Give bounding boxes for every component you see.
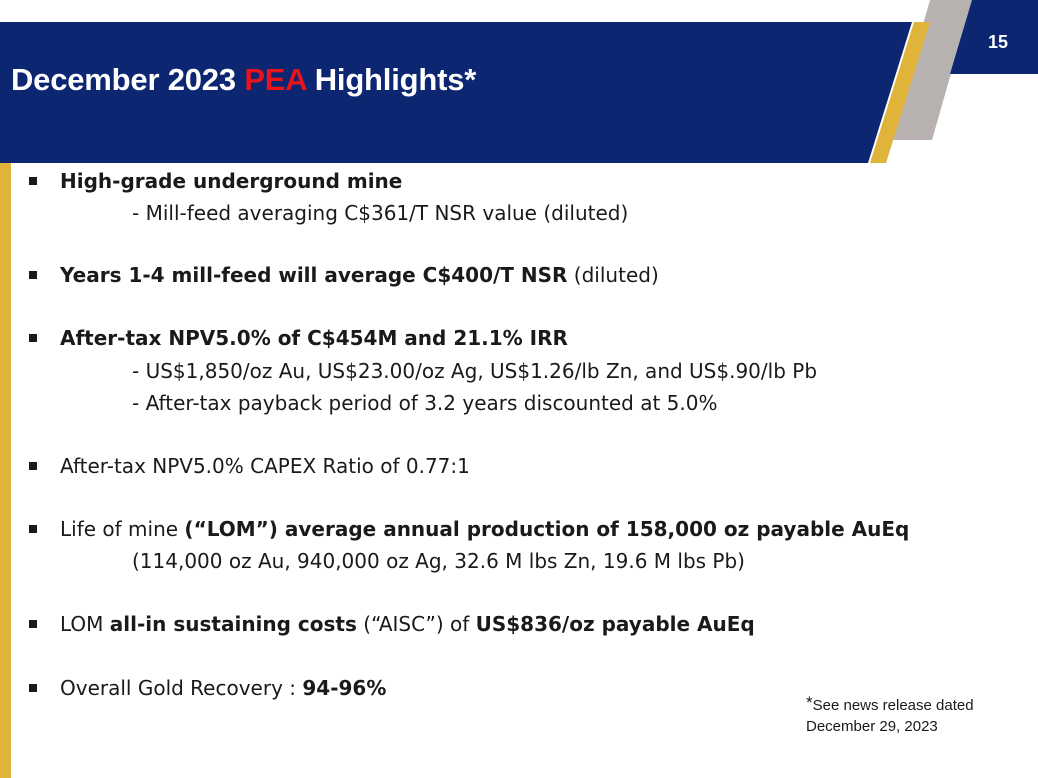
bullet-marker (29, 334, 37, 342)
title-prefix: December 2023 (11, 62, 245, 97)
bullet-6 (60, 611, 755, 637)
bullet-marker (29, 177, 37, 185)
page-number: 15 (988, 32, 1009, 52)
bullet-5-bold: (“LOM”) average annual production of 158,000 oz payable AuEq (184, 517, 910, 541)
bullet-2 (60, 262, 659, 288)
bullet-marker (29, 462, 37, 470)
bullet-3 (60, 325, 568, 351)
bullet-5-pre: Life of mine (60, 517, 185, 541)
bullet-7-pre: Overall Gold Recovery : (60, 676, 303, 700)
bullet-marker (29, 620, 37, 628)
footnote-star: * (806, 693, 813, 712)
bullet-6-bold-2: US$836/oz payable AuEq (475, 612, 755, 636)
bullet-marker (29, 684, 37, 692)
bullet-1-bold: High-grade underground mine (60, 169, 403, 193)
bullet-6-mid: (“AISC”) of (356, 612, 476, 636)
bullet-7-bold: 94-96% (302, 676, 387, 700)
footnote-line-2: December 29, 2023 (806, 718, 938, 735)
bullet-marker (29, 525, 37, 533)
bullet-7 (60, 675, 386, 701)
bullet-1 (60, 168, 402, 194)
bullet-4: After-tax NPV5.0% CAPEX Ratio of 0.77:1 (60, 454, 470, 478)
bullet-6-bold-1: all-in sustaining costs (109, 612, 357, 636)
title-suffix: Highlights* (306, 62, 477, 97)
bullet-5 (60, 516, 909, 542)
bullet-marker (29, 271, 37, 279)
footnote-text-1: See news release dated (812, 697, 974, 714)
footnote-line-1 (806, 692, 974, 716)
bullet-3-sub-1: - US$1,850/oz Au, US$23.00/oz Ag, US$1.26/lb Zn, and US$.90/lb Pb (132, 359, 818, 383)
bullet-2-rest: (diluted) (567, 263, 659, 287)
bullet-3-sub-2: - After-tax payback period of 3.2 years discounted at 5.0% (132, 391, 718, 415)
bullet-1-sub-1: - Mill-feed averaging C$361/T NSR value (diluted) (132, 201, 629, 225)
bullet-2-bold: Years 1-4 mill-feed will average C$400/T NSR (60, 263, 568, 287)
bullet-5-sub-1: (114,000 oz Au, 940,000 oz Ag, 32.6 M lbs Zn, 19.6 M lbs Pb) (132, 549, 745, 573)
bullet-3-bold: After-tax NPV5.0% of C$454M and 21.1% IRR (60, 326, 568, 350)
bullet-6-pre: LOM (60, 612, 110, 636)
title-accent: PEA (244, 62, 307, 97)
footnote (806, 692, 974, 737)
